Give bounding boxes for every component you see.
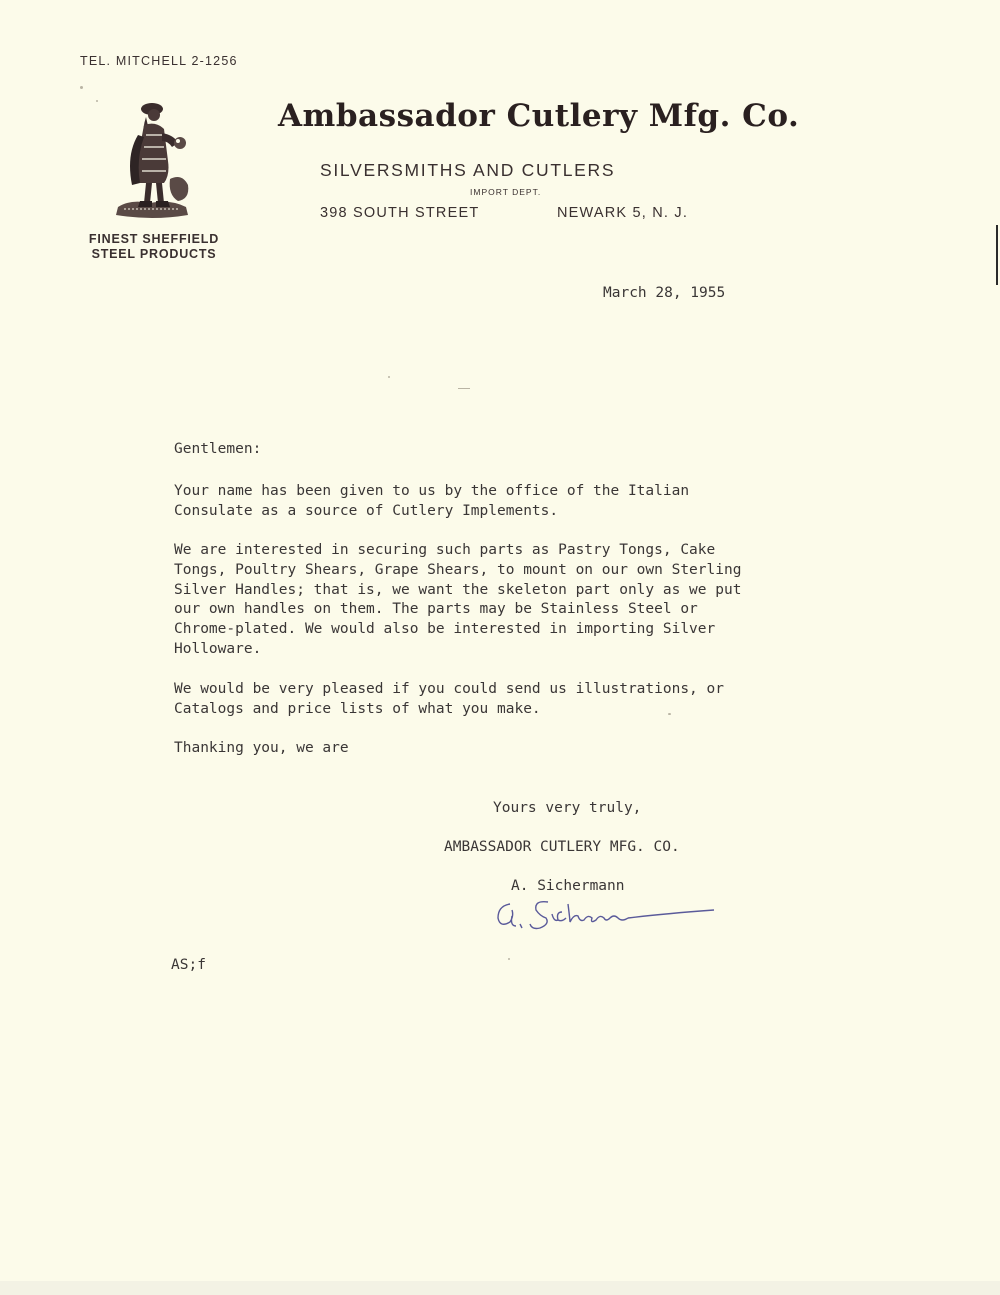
typist-initials: AS;f — [171, 957, 206, 973]
page-bottom-edge — [0, 1281, 1000, 1295]
scan-speck — [96, 100, 98, 102]
letter-paragraph-3: We would be very pleased if you could send us illustrations, or Catalogs and price lists of what you make. — [174, 681, 724, 717]
page-edge-shadow — [996, 225, 998, 285]
tagline-line-1: FINEST SHEFFIELD — [88, 232, 220, 246]
letter-paragraph-2: We are interested in securing such parts as Pastry Tongs, Cake Tongs, Poultry Shears, Grape Shears, to mount on our own Sterling Silver Handles; that is, we want the skeleton part only as we put our own handles on them. The parts may be Stainless Steel or Chrome-plated. We would also be interested in importing Silver Holloware. — [174, 542, 742, 657]
letterhead-telephone: TEL. MITCHELL 2-1256 — [80, 54, 238, 68]
letterhead-city: NEWARK 5, N. J. — [557, 205, 689, 221]
letter-date: March 28, 1955 — [603, 285, 726, 301]
scan-speck — [508, 958, 510, 960]
letterhead-tagline — [80, 232, 228, 262]
handwritten-signature — [490, 890, 720, 938]
letter-signature-company: AMBASSADOR CUTLERY MFG. CO. — [444, 839, 680, 855]
scan-speck — [458, 388, 470, 389]
letterhead-company-name: Ambassador Cutlery Mfg. Co. — [278, 98, 800, 134]
letterhead-subtitle: SILVERSMITHS AND CUTLERS — [320, 160, 616, 180]
scan-speck — [668, 713, 671, 715]
tagline-line-2: STEEL PRODUCTS — [91, 247, 217, 261]
letter-closing: Yours very truly, — [493, 800, 642, 816]
letter-paragraph-4: Thanking you, we are — [174, 740, 349, 756]
letterhead-street: 398 SOUTH STREET — [320, 205, 480, 221]
scan-speck — [80, 86, 83, 89]
cavalier-figure-icon — [110, 95, 192, 223]
letter-signer-name: A. Sichermann — [511, 878, 625, 894]
letter-paragraph-1: Your name has been given to us by the office of the Italian Consulate as a source of Cutlery Implements. — [174, 483, 690, 519]
scan-speck — [388, 376, 390, 378]
letterhead-department: IMPORT DEPT. — [470, 187, 542, 197]
letter-salutation: Gentlemen: — [174, 441, 262, 457]
